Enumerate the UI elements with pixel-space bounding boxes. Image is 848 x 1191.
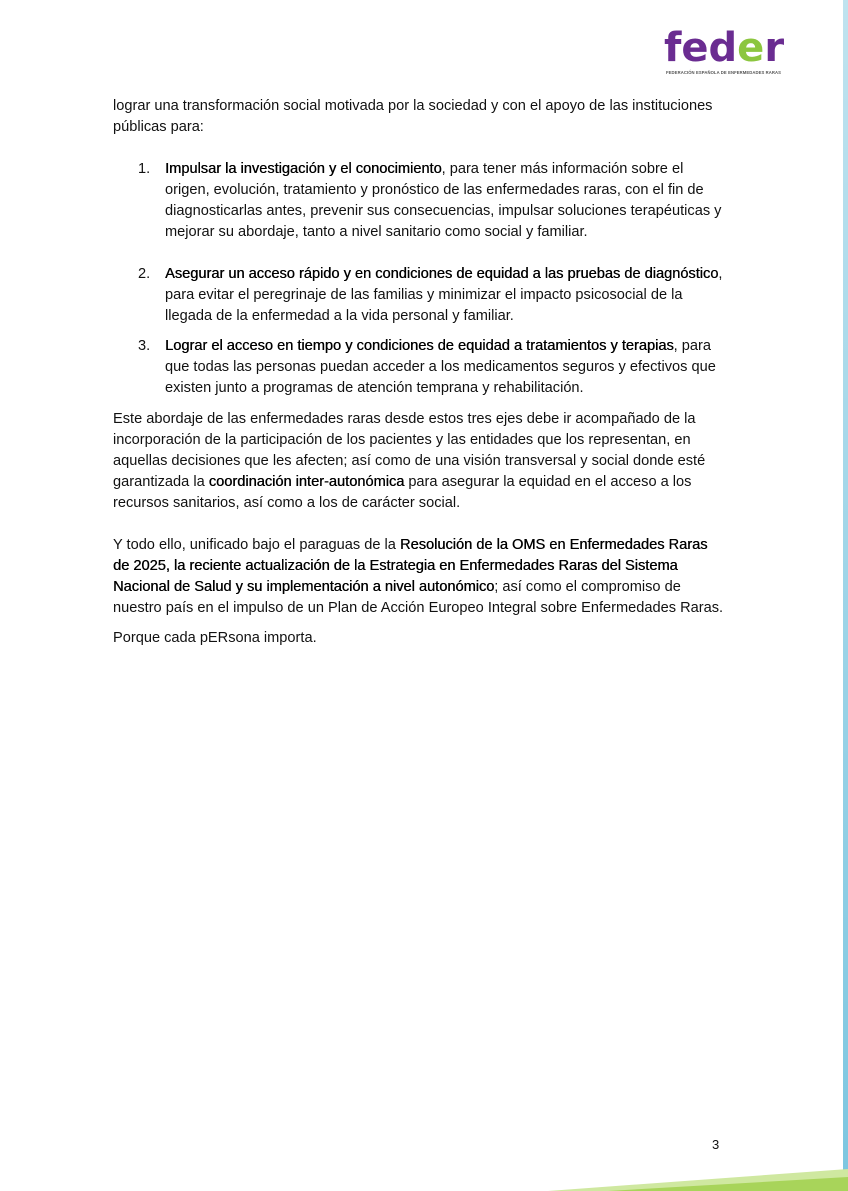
inline-bold: Resolución de la OMS en Enfermedades Raras de 2025, la reciente actualización de la Estrategia en Enfermedades Raras del Sistema Nacional de Salud y su implementación a nivel autonómico [113,537,708,595]
feder-logo [664,25,785,80]
list-item [113,264,725,327]
list-number: 1. [138,161,151,177]
document-body [113,96,725,649]
list-number: 2. [138,266,151,282]
framework-paragraph: Y todo ello, unificado bajo el paraguas de la Resolución de la OMS en Enfermedades Raras de 2025, la reciente actualización de la Estrategia en Enfermedades Raras del Sistema Nacional de Salud y su implementación a nivel autonómico; así como el compromiso de nuestro país en el impulso de un Plan de Acción Europeo Integral sobre Enfermedades Raras. [113,537,724,616]
intro-paragraph: lograr una transformación social motivada por la sociedad y con el apoyo de las instituciones públicas para: [113,98,713,135]
list-item-text: , para que todas las personas puedan acceder a los medicamentos seguros y efectivos que existen junto a programas de atención temprana y rehabilitación. [165,338,716,396]
logo-wordmark: feder [664,25,785,71]
list-number: 3. [138,338,151,354]
axes-paragraph: Este abordaje de las enfermedades raras desde estos tres ejes debe ir acompañado de la incorporación de la participación de los pacientes y las entidades que los representan, en aquellas decisiones que les afecten; así como de una visión transversal y social donde esté garantizada la coordinación inter-autonómica para asegurar la equidad en el acceso a los recursos sanitarios, así como a los de carácter social. [113,411,706,511]
logo-tagline: FEDERACIÓN ESPAÑOLA DE ENFERMEDADES RARAS [666,70,782,75]
objectives-list [113,159,725,399]
list-item-bold: Asegurar un acceso rápido y en condiciones de equidad a las pruebas de diagnóstico [165,266,719,282]
list-item-text: , para evitar el peregrinaje de las familias y minimizar el impacto psicosocial de la llegada de la enfermedad a la vida personal y familiar. [165,266,723,324]
list-item-text: , para tener más información sobre el origen, evolución, tratamiento y pronóstico de las enfermedades raras, con el fin de diagnosticarlas antes, prevenir sus consecuencias, impulsar soluciones terapéuticas y mejorar su abordaje, tanto a nivel sanitario como social y familiar. [165,161,722,240]
list-item [113,336,725,399]
list-item-bold: Lograr el acceso en tiempo y condiciones de equidad a tratamientos y terapias [165,338,674,354]
list-item [113,159,725,243]
list-item-bold: Impulsar la investigación y el conocimiento [165,161,442,177]
right-edge-decoration [843,0,848,1191]
closing-line: Porque cada pERsona importa. [113,630,317,646]
bottom-green-band [548,1161,848,1191]
inline-bold: coordinación inter-autonómica [208,474,405,490]
page-number: 3 [712,1137,720,1152]
